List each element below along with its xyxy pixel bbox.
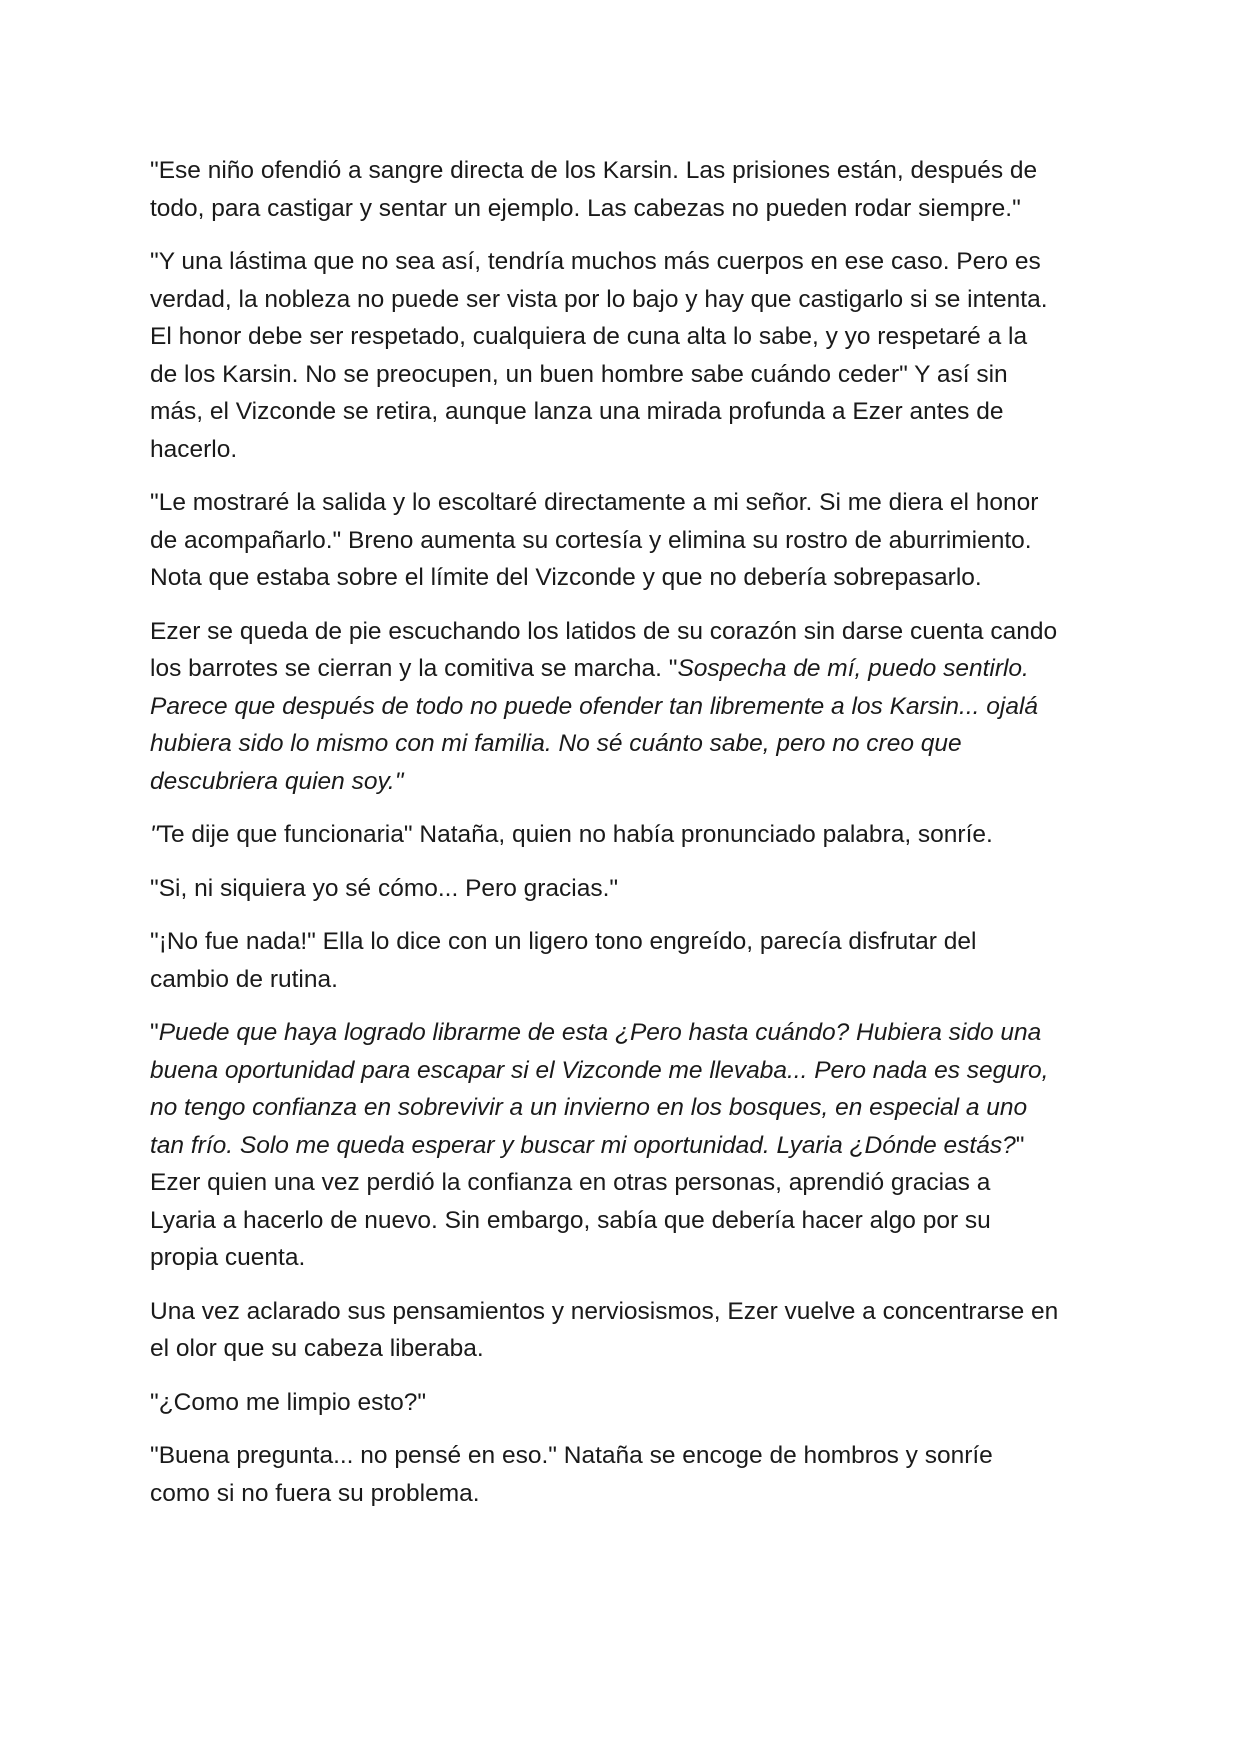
italic-text: no tengo confianza en sobrevivir a un invierno en los bosques, en especial a uno: [150, 1094, 1028, 1121]
text-run: Nota que estaba sobre el límite del Vizconde y que no debería sobrepasarlo.: [150, 564, 982, 591]
text-run: ": [1015, 1131, 1025, 1159]
text-run: todo, para castigar y sentar un ejemplo. Las cabezas no pueden rodar siempre.": [150, 194, 1021, 222]
text-line: [150, 484, 1098, 522]
text-run: el olor que su cabeza liberaba.: [150, 1335, 484, 1362]
text-line: [150, 1437, 1098, 1475]
text-line: [150, 816, 1098, 854]
text-line: [150, 356, 1098, 394]
text-run: cambio de rutina.: [150, 965, 338, 993]
text-run: "Y una lástima que no sea así, tendría muchos más cuerpos en ese caso. Pero es: [150, 248, 1041, 275]
text-run: más, el Vizconde se retira, aunque lanza una mirada profunda a Ezer antes de: [150, 398, 1004, 425]
italic-text: Puede que haya logrado librarme de esta ¿Pero hasta cuándo? Hubiera sido una: [158, 1019, 1042, 1046]
italic-text: tan frío. Solo me queda esperar y buscar mi oportunidad. Lyaria ¿Dónde estás?: [150, 1131, 1016, 1159]
text-line: [150, 318, 1098, 356]
text-run: Te dije que funcionaria" Nataña, quien no había pronunciado palabra, sonríe.: [158, 821, 993, 848]
text-run: como si no fuera su problema.: [150, 1479, 480, 1507]
italic-text: buena oportunidad para escapar si el Vizconde me llevaba... Pero nada es seguro,: [150, 1056, 1049, 1084]
text-line: [150, 559, 1098, 597]
text-line: [150, 870, 1098, 908]
text-line: [150, 522, 1098, 560]
italic-text: hubiera sido lo mismo con mi familia. No sé cuánto sabe, pero no creo que: [150, 730, 962, 757]
text-run: "Buena pregunta... no pensé en eso." Nataña se encoge de hombros y sonríe: [150, 1442, 993, 1469]
text-run: Lyaria a hacerlo de nuevo. Sin embargo, sabía que debería hacer algo por su: [150, 1206, 991, 1234]
text-run: ": [150, 1019, 159, 1046]
text-line: [150, 1164, 1098, 1202]
text-run: verdad, la nobleza no puede ser vista por lo bajo y hay que castigarlo si se intenta.: [150, 285, 1048, 313]
text-line: [150, 281, 1098, 319]
text-line: [150, 1330, 1098, 1368]
text-line: [150, 243, 1098, 281]
text-run: de acompañarlo." Breno aumenta su cortesía y elimina su rostro de aburrimiento.: [150, 526, 1032, 554]
paragraph: [150, 1384, 1098, 1422]
text-run: "¿Como me limpio esto?": [150, 1388, 427, 1416]
text-run: propia cuenta.: [150, 1244, 306, 1271]
text-line: [150, 190, 1098, 228]
text-line: [150, 1293, 1098, 1331]
paragraph: [150, 1014, 1098, 1277]
paragraph: [150, 923, 1098, 998]
text-run: "Si, ni siquiera yo sé cómo... Pero gracias.": [150, 874, 619, 902]
text-run: hacerlo.: [150, 435, 238, 463]
text-run: Una vez aclarado sus pensamientos y nerviosismos, Ezer vuelve a concentrarse en: [150, 1297, 1059, 1325]
text-line: [150, 725, 1098, 763]
text-run: Ezer quien una vez perdió la confianza en otras personas, aprendió gracias a: [150, 1169, 991, 1196]
text-line: [150, 688, 1098, 726]
paragraph: [150, 484, 1098, 597]
text-run: "¡No fue nada!" Ella lo dice con un ligero tono engreído, parecía disfrutar del: [150, 928, 977, 955]
text-line: [150, 1384, 1098, 1422]
italic-text: ": [150, 821, 159, 848]
text-run: de los Karsin. No se preocupen, un buen hombre sabe cuándo ceder" Y así sin: [150, 360, 1008, 388]
text-line: [150, 1239, 1098, 1277]
paragraph: [150, 613, 1098, 801]
text-line: [150, 763, 1098, 801]
text-line: [150, 1052, 1098, 1090]
text-line: [150, 1089, 1098, 1127]
text-line: [150, 1127, 1098, 1165]
paragraph: [150, 152, 1098, 227]
text-run: "Le mostraré la salida y lo escoltaré directamente a mi señor. Si me diera el honor: [150, 489, 1039, 516]
text-line: [150, 961, 1098, 999]
text-line: [150, 152, 1098, 190]
text-run: los barrotes se cierran y la comitiva se marcha. ": [150, 655, 678, 682]
text-line: [150, 1475, 1098, 1513]
text-run: Ezer se queda de pie escuchando los latidos de su corazón sin darse cuenta cando: [150, 617, 1058, 645]
paragraph: [150, 816, 1098, 854]
text-line: [150, 431, 1098, 469]
italic-text: descubriera quien soy.": [150, 767, 404, 795]
paragraph: [150, 870, 1098, 908]
text-line: [150, 1202, 1098, 1240]
italic-text: Parece que después de todo no puede ofender tan libremente a los Karsin... ojalá: [150, 692, 1039, 720]
italic-text: Sospecha de mí, puedo sentirlo.: [677, 655, 1029, 682]
text-line: [150, 923, 1098, 961]
text-line: [150, 613, 1098, 651]
paragraph: [150, 1437, 1098, 1512]
text-run: El honor debe ser respetado, cualquiera de cuna alta lo sabe, y yo respetaré a la: [150, 323, 1028, 350]
paragraph: [150, 243, 1098, 468]
text-run: "Ese niño ofendió a sangre directa de los Karsin. Las prisiones están, después de: [150, 157, 1038, 184]
text-line: [150, 393, 1098, 431]
document-page: [150, 152, 1098, 1528]
paragraph: [150, 1293, 1098, 1368]
text-line: [150, 1014, 1098, 1052]
text-line: [150, 650, 1098, 688]
